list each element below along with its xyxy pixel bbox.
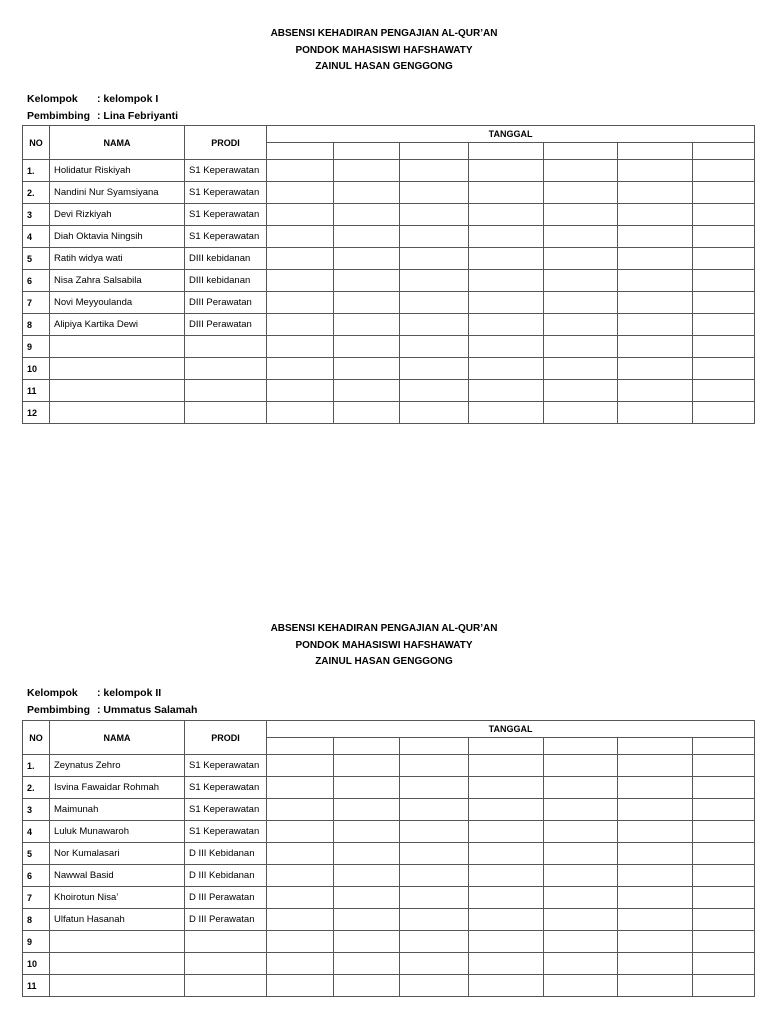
- table-row: [23, 358, 755, 380]
- table-row: [23, 755, 755, 777]
- table-body: [23, 755, 755, 997]
- table-row: [23, 402, 755, 424]
- attendance-cell: [469, 270, 544, 292]
- attendance-cell: [334, 931, 400, 953]
- attendance-cell: [469, 975, 544, 997]
- attendance-cell: [334, 182, 400, 204]
- attendance-cell: [693, 160, 755, 182]
- attendance-cell: [267, 270, 334, 292]
- attendance-table: [22, 125, 755, 424]
- attendance-cell: [469, 160, 544, 182]
- table-row: [23, 909, 755, 931]
- kelompok-value: : kelompok II: [97, 687, 162, 699]
- attendance-cell: [334, 226, 400, 248]
- attendance-cell: [469, 336, 544, 358]
- attendance-cell: [334, 755, 400, 777]
- attendance-cell: [334, 248, 400, 270]
- student-name: Novi Meyyoulanda: [50, 292, 185, 314]
- date-header-cell: [267, 143, 334, 160]
- attendance-cell: [544, 182, 618, 204]
- row-number: 1.: [23, 755, 50, 777]
- student-name: [50, 380, 185, 402]
- attendance-cell: [693, 292, 755, 314]
- student-name: Luluk Munawaroh: [50, 821, 185, 843]
- attendance-cell: [267, 182, 334, 204]
- student-prodi: [185, 380, 267, 402]
- student-name: [50, 358, 185, 380]
- student-name: Isvina Fawaidar Rohmah: [50, 777, 185, 799]
- attendance-cell: [267, 975, 334, 997]
- attendance-cell: [267, 821, 334, 843]
- attendance-cell: [267, 799, 334, 821]
- attendance-cell: [267, 865, 334, 887]
- attendance-cell: [693, 953, 755, 975]
- attendance-cell: [469, 248, 544, 270]
- attendance-cell: [693, 799, 755, 821]
- attendance-cell: [618, 909, 693, 931]
- attendance-cell: [618, 402, 693, 424]
- attendance-cell: [334, 975, 400, 997]
- table-row: [23, 887, 755, 909]
- attendance-cell: [400, 865, 469, 887]
- attendance-cell: [400, 909, 469, 931]
- row-number: 3: [23, 204, 50, 226]
- student-name: Khoirotun Nisa’: [50, 887, 185, 909]
- table-row: [23, 226, 755, 248]
- attendance-cell: [544, 380, 618, 402]
- date-header-cell: [618, 738, 693, 755]
- header-nama: NAMA: [50, 126, 185, 160]
- attendance-cell: [693, 204, 755, 226]
- attendance-cell: [400, 799, 469, 821]
- table-row: [23, 865, 755, 887]
- table-row: [23, 248, 755, 270]
- attendance-cell: [544, 248, 618, 270]
- group-info: [27, 91, 178, 124]
- table-body: [23, 160, 755, 424]
- attendance-cell: [400, 358, 469, 380]
- row-number: 10: [23, 953, 50, 975]
- attendance-cell: [400, 182, 469, 204]
- student-prodi: D III Kebidanan: [185, 843, 267, 865]
- attendance-cell: [469, 292, 544, 314]
- attendance-cell: [544, 909, 618, 931]
- student-name: [50, 336, 185, 358]
- student-name: Alipiya Kartika Dewi: [50, 314, 185, 336]
- row-number: 6: [23, 270, 50, 292]
- table-row: [23, 380, 755, 402]
- student-name: Nor Kumalasari: [50, 843, 185, 865]
- attendance-cell: [267, 755, 334, 777]
- row-number: 9: [23, 931, 50, 953]
- sheet-title: [0, 26, 768, 76]
- attendance-cell: [400, 887, 469, 909]
- attendance-cell: [693, 865, 755, 887]
- attendance-cell: [334, 402, 400, 424]
- student-prodi: S1 Keperawatan: [185, 755, 267, 777]
- attendance-cell: [469, 358, 544, 380]
- attendance-cell: [693, 402, 755, 424]
- attendance-cell: [469, 821, 544, 843]
- attendance-cell: [618, 755, 693, 777]
- attendance-cell: [334, 314, 400, 336]
- attendance-cell: [267, 909, 334, 931]
- date-header-cell: [693, 738, 755, 755]
- student-prodi: D III Perawatan: [185, 909, 267, 931]
- student-prodi: [185, 975, 267, 997]
- attendance-cell: [334, 843, 400, 865]
- attendance-cell: [544, 336, 618, 358]
- attendance-cell: [544, 821, 618, 843]
- attendance-cell: [618, 380, 693, 402]
- attendance-cell: [693, 975, 755, 997]
- attendance-cell: [469, 799, 544, 821]
- attendance-cell: [334, 358, 400, 380]
- student-prodi: S1 Keperawatan: [185, 182, 267, 204]
- date-header-cell: [334, 143, 400, 160]
- table-row: [23, 182, 755, 204]
- attendance-cell: [400, 292, 469, 314]
- attendance-cell: [693, 755, 755, 777]
- pembimbing-label: Pembimbing: [27, 703, 91, 716]
- attendance-cell: [334, 204, 400, 226]
- student-prodi: D III Perawatan: [185, 887, 267, 909]
- row-number: 5: [23, 843, 50, 865]
- attendance-cell: [469, 182, 544, 204]
- attendance-cell: [267, 358, 334, 380]
- attendance-cell: [267, 248, 334, 270]
- attendance-cell: [618, 248, 693, 270]
- attendance-cell: [267, 777, 334, 799]
- attendance-cell: [693, 336, 755, 358]
- header-no: NO: [23, 126, 50, 160]
- student-name: Ulfatun Hasanah: [50, 909, 185, 931]
- attendance-cell: [618, 931, 693, 953]
- kelompok-label: Kelompok: [27, 687, 78, 699]
- attendance-cell: [400, 843, 469, 865]
- attendance-cell: [618, 865, 693, 887]
- attendance-cell: [544, 975, 618, 997]
- attendance-cell: [618, 887, 693, 909]
- row-number: 8: [23, 909, 50, 931]
- title-line-1: ABSENSI KEHADIRAN PENGAJIAN AL-QUR’AN: [270, 28, 498, 39]
- student-name: Diah Oktavia Ningsih: [50, 226, 185, 248]
- student-prodi: S1 Keperawatan: [185, 821, 267, 843]
- attendance-cell: [618, 358, 693, 380]
- table-row: [23, 777, 755, 799]
- attendance-cell: [544, 755, 618, 777]
- attendance-cell: [544, 953, 618, 975]
- table-row: [23, 336, 755, 358]
- row-number: 4: [23, 821, 50, 843]
- header-tanggal: TANGGAL: [267, 126, 755, 143]
- table-row: [23, 292, 755, 314]
- attendance-cell: [544, 270, 618, 292]
- date-header-cell: [334, 738, 400, 755]
- attendance-cell: [400, 953, 469, 975]
- row-number: 7: [23, 887, 50, 909]
- attendance-cell: [618, 799, 693, 821]
- attendance-cell: [693, 821, 755, 843]
- row-number: 12: [23, 402, 50, 424]
- student-name: Nisa Zahra Salsabila: [50, 270, 185, 292]
- attendance-cell: [469, 931, 544, 953]
- attendance-cell: [618, 821, 693, 843]
- student-name: [50, 402, 185, 424]
- student-name: [50, 931, 185, 953]
- attendance-cell: [469, 843, 544, 865]
- date-header-cell: [693, 143, 755, 160]
- header-prodi: PRODI: [185, 721, 267, 755]
- attendance-cell: [400, 380, 469, 402]
- row-number: 4: [23, 226, 50, 248]
- attendance-cell: [334, 799, 400, 821]
- header-no: NO: [23, 721, 50, 755]
- student-prodi: S1 Keperawatan: [185, 204, 267, 226]
- table-row: [23, 799, 755, 821]
- attendance-cell: [469, 402, 544, 424]
- attendance-cell: [400, 314, 469, 336]
- student-prodi: [185, 931, 267, 953]
- title-line-1: ABSENSI KEHADIRAN PENGAJIAN AL-QUR’AN: [270, 623, 498, 634]
- attendance-cell: [544, 402, 618, 424]
- row-number: 6: [23, 865, 50, 887]
- row-number: 1.: [23, 160, 50, 182]
- attendance-cell: [469, 226, 544, 248]
- student-prodi: S1 Keperawatan: [185, 777, 267, 799]
- attendance-cell: [267, 292, 334, 314]
- table-row: [23, 843, 755, 865]
- attendance-cell: [267, 380, 334, 402]
- attendance-cell: [469, 887, 544, 909]
- attendance-cell: [267, 204, 334, 226]
- student-name: Zeynatus Zehro: [50, 755, 185, 777]
- attendance-cell: [693, 270, 755, 292]
- attendance-cell: [267, 402, 334, 424]
- row-number: 2.: [23, 182, 50, 204]
- attendance-cell: [334, 865, 400, 887]
- student-name: Maimunah: [50, 799, 185, 821]
- attendance-cell: [267, 226, 334, 248]
- attendance-cell: [693, 887, 755, 909]
- student-prodi: S1 Keperawatan: [185, 226, 267, 248]
- attendance-cell: [267, 953, 334, 975]
- row-number: 3: [23, 799, 50, 821]
- group-info: [27, 685, 197, 718]
- kelompok-label: Kelompok: [27, 93, 78, 105]
- attendance-cell: [469, 953, 544, 975]
- attendance-cell: [400, 755, 469, 777]
- date-header-cell: [469, 143, 544, 160]
- attendance-cell: [618, 226, 693, 248]
- student-prodi: D III Kebidanan: [185, 865, 267, 887]
- row-number: 2.: [23, 777, 50, 799]
- attendance-cell: [544, 314, 618, 336]
- student-prodi: DIII Perawatan: [185, 292, 267, 314]
- attendance-cell: [334, 909, 400, 931]
- attendance-cell: [334, 821, 400, 843]
- attendance-cell: [267, 843, 334, 865]
- attendance-cell: [693, 358, 755, 380]
- attendance-cell: [400, 821, 469, 843]
- row-number: 10: [23, 358, 50, 380]
- attendance-cell: [400, 336, 469, 358]
- attendance-cell: [334, 777, 400, 799]
- attendance-cell: [469, 909, 544, 931]
- attendance-cell: [544, 931, 618, 953]
- attendance-cell: [400, 777, 469, 799]
- attendance-cell: [693, 843, 755, 865]
- attendance-cell: [544, 292, 618, 314]
- row-number: 5: [23, 248, 50, 270]
- attendance-cell: [334, 953, 400, 975]
- attendance-cell: [469, 380, 544, 402]
- date-header-cell: [544, 738, 618, 755]
- student-name: Ratih widya wati: [50, 248, 185, 270]
- student-name: Nawwal Basid: [50, 865, 185, 887]
- attendance-cell: [469, 204, 544, 226]
- attendance-cell: [693, 226, 755, 248]
- attendance-cell: [618, 336, 693, 358]
- row-number: 11: [23, 380, 50, 402]
- student-prodi: S1 Keperawatan: [185, 799, 267, 821]
- date-header-cell: [400, 143, 469, 160]
- student-prodi: [185, 953, 267, 975]
- student-name: Holidatur Riskiyah: [50, 160, 185, 182]
- attendance-cell: [618, 843, 693, 865]
- attendance-cell: [400, 226, 469, 248]
- attendance-cell: [618, 182, 693, 204]
- attendance-cell: [618, 953, 693, 975]
- student-prodi: [185, 358, 267, 380]
- attendance-cell: [544, 843, 618, 865]
- table-row: [23, 821, 755, 843]
- attendance-cell: [693, 909, 755, 931]
- attendance-cell: [618, 204, 693, 226]
- date-header-cell: [267, 738, 334, 755]
- student-prodi: DIII kebidanan: [185, 248, 267, 270]
- attendance-cell: [544, 204, 618, 226]
- table-row: [23, 204, 755, 226]
- attendance-table: [22, 720, 755, 997]
- attendance-cell: [693, 777, 755, 799]
- attendance-cell: [334, 380, 400, 402]
- attendance-cell: [544, 865, 618, 887]
- attendance-cell: [618, 777, 693, 799]
- table-row: [23, 975, 755, 997]
- row-number: 11: [23, 975, 50, 997]
- attendance-cell: [334, 160, 400, 182]
- student-prodi: DIII kebidanan: [185, 270, 267, 292]
- attendance-cell: [693, 314, 755, 336]
- student-prodi: S1 Keperawatan: [185, 160, 267, 182]
- title-line-2: PONDOK MAHASISWI HAFSHAWATY: [295, 639, 473, 651]
- header-prodi: PRODI: [185, 126, 267, 160]
- date-header-cell: [618, 143, 693, 160]
- attendance-cell: [400, 402, 469, 424]
- attendance-cell: [618, 270, 693, 292]
- attendance-cell: [400, 160, 469, 182]
- student-prodi: DIII Perawatan: [185, 314, 267, 336]
- attendance-cell: [544, 887, 618, 909]
- attendance-cell: [267, 336, 334, 358]
- title-line-3: ZAINUL HASAN GENGGONG: [315, 61, 453, 72]
- attendance-cell: [400, 931, 469, 953]
- attendance-cell: [334, 887, 400, 909]
- attendance-cell: [469, 755, 544, 777]
- attendance-cell: [544, 799, 618, 821]
- attendance-cell: [544, 777, 618, 799]
- attendance-cell: [400, 204, 469, 226]
- header-nama: NAMA: [50, 721, 185, 755]
- student-name: [50, 953, 185, 975]
- date-header-cell: [469, 738, 544, 755]
- attendance-cell: [400, 270, 469, 292]
- attendance-cell: [334, 270, 400, 292]
- sheet-title: [0, 621, 768, 671]
- attendance-cell: [693, 248, 755, 270]
- attendance-cell: [618, 314, 693, 336]
- table-row: [23, 931, 755, 953]
- attendance-cell: [334, 336, 400, 358]
- student-prodi: [185, 336, 267, 358]
- pembimbing-value: : Lina Febriyanti: [97, 109, 179, 122]
- date-header-cell: [400, 738, 469, 755]
- attendance-cell: [334, 292, 400, 314]
- student-name: [50, 975, 185, 997]
- date-header-cell: [544, 143, 618, 160]
- attendance-cell: [618, 975, 693, 997]
- row-number: 7: [23, 292, 50, 314]
- attendance-cell: [618, 292, 693, 314]
- attendance-cell: [267, 931, 334, 953]
- row-number: 8: [23, 314, 50, 336]
- attendance-cell: [469, 777, 544, 799]
- attendance-cell: [693, 380, 755, 402]
- attendance-cell: [400, 975, 469, 997]
- attendance-cell: [469, 865, 544, 887]
- title-line-3: ZAINUL HASAN GENGGONG: [315, 656, 453, 667]
- student-name: Devi Rizkiyah: [50, 204, 185, 226]
- attendance-cell: [400, 248, 469, 270]
- attendance-cell: [693, 931, 755, 953]
- student-name: Nandini Nur Syamsiyana: [50, 182, 185, 204]
- attendance-cell: [618, 160, 693, 182]
- student-prodi: [185, 402, 267, 424]
- pembimbing-value: : Ummatus Salamah: [97, 703, 198, 716]
- attendance-cell: [267, 314, 334, 336]
- table-row: [23, 270, 755, 292]
- table-row: [23, 314, 755, 336]
- table-row: [23, 953, 755, 975]
- kelompok-value: : kelompok I: [97, 93, 159, 105]
- pembimbing-label: Pembimbing: [27, 109, 91, 122]
- attendance-cell: [544, 160, 618, 182]
- row-number: 9: [23, 336, 50, 358]
- attendance-cell: [267, 160, 334, 182]
- header-tanggal: TANGGAL: [267, 721, 755, 738]
- title-line-2: PONDOK MAHASISWI HAFSHAWATY: [295, 44, 473, 56]
- attendance-cell: [267, 887, 334, 909]
- attendance-cell: [544, 358, 618, 380]
- attendance-cell: [469, 314, 544, 336]
- table-row: [23, 160, 755, 182]
- attendance-cell: [544, 226, 618, 248]
- attendance-cell: [693, 182, 755, 204]
